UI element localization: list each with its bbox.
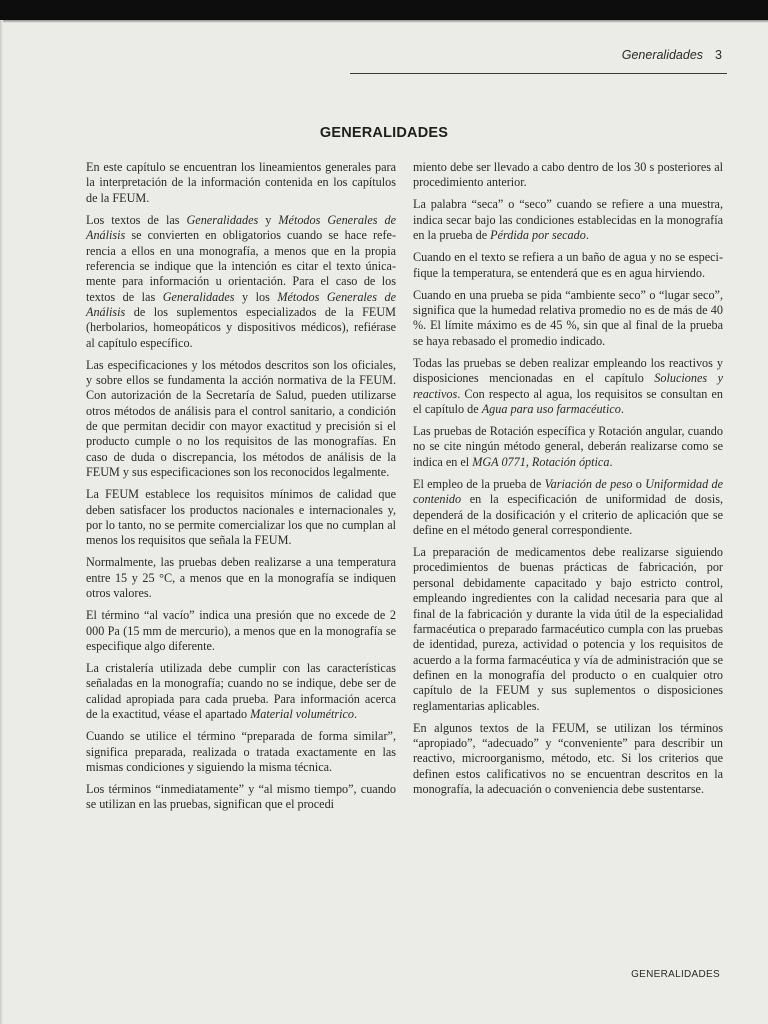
italic-reference: Variación de peso xyxy=(544,476,633,491)
text-run: Los textos de las xyxy=(86,212,187,227)
text-run: Las especificaciones y los métodos descritos son los oficiales, y sobre ellos se fundamenta la acción normativa de la FEUM. Con autorización de la Secretaría de Salud, pueden utilizarse otros métodos de análisis para el control sanitario, a condición de que permitan decidir con mayor exactitud y precisión si el producto cumple o no los requisitos de las monografías. En caso de duda o discrepancia, los métodos de análisis de la FEUM y sus especificaciones son los reconocidos legalmente. xyxy=(86,357,396,480)
scan-left-edge xyxy=(0,20,3,1024)
text-run: La cristalería utilizada debe cumplir con las características señaladas en la monografía; cuando no se indique, debe ser de calidad apropiada para cada prueba. Para información acerca de la exactitud, véase el apartado xyxy=(86,661,396,722)
right-text-column xyxy=(413,160,723,804)
text-run: o xyxy=(632,476,646,491)
page-title: GENERALIDADES xyxy=(319,125,449,141)
text-run: Cuando se utilice el término “preparada de forma similar”, significa preparada, realizada o tratada exactamente en las mismas condiciones y siguiendo la misma técnica. xyxy=(86,729,396,774)
italic-reference: Generalidades xyxy=(186,212,259,227)
paragraph xyxy=(413,288,723,349)
text-run: Las pruebas de Rotación específica y Rotación angular, cuando no se cite ningún método general, deberán realizarse como se indica en el xyxy=(413,424,723,469)
text-run: de los suplementos especializados de la FEUM (herbolarios, homeopáticos y dispositivos médicos), refiérase al capítulo específico. xyxy=(86,304,396,350)
page-number: 3 xyxy=(715,48,722,62)
text-run: y xyxy=(258,212,279,227)
italic-reference: Agua para uso farmacéutico xyxy=(481,402,621,416)
italic-reference: Métodos Generales de Análisis xyxy=(86,289,396,319)
text-run: Cuando en una prueba se pida “ambiente seco” o “lugar seco”, significa que la humedad relativa promedio no es de más de 40 %. El límite máximo es de 45 %, sin que al final de la prueba se haya rebasado el promedio indicado. xyxy=(413,287,723,348)
paragraph xyxy=(413,477,723,538)
text-run: En algunos textos de la FEUM, se utilizan los términos “apropiado”, “adecuado” y “conveniente” para describir un reactivo, microorganismo, método, etc. Si los criterios que definen estos calificativos no se encuentran descritos en la monografía, la adecuación o conveniencia debe sustentarse. xyxy=(413,720,723,797)
paragraph xyxy=(86,729,396,775)
italic-reference: Soluciones y reactivos xyxy=(413,371,723,401)
paragraph xyxy=(413,250,723,281)
paragraph xyxy=(86,487,396,548)
footer-section-label: GENERALIDADES xyxy=(631,969,720,980)
paragraph xyxy=(413,197,723,243)
text-run: La palabra “seca” o “seco” cuando se refiere a una muestra, indica secar bajo las condiciones establecidas en la monografía en la prueba de xyxy=(413,197,723,243)
text-run: se convierten en obligatorios cuando se hace referencia a ellos en una monografía, a menos que en la propia referencia se indique que la intención es citar el texto únicamente para información u orientación. Para el caso de los textos de las xyxy=(86,228,396,304)
text-run: Normalmente, las pruebas deben realizarse a una temperatura entre 15 y 25 °C, a menos que en la monografía se indiquen otros valores. xyxy=(86,555,396,601)
paragraph xyxy=(86,358,396,481)
text-run: En este capítulo se encuentran los lineamientos generales para la interpretación de la información contenida en los capítulos de la FEUM. xyxy=(86,160,396,205)
italic-reference: Métodos Generales de Análisis xyxy=(86,212,396,243)
italic-reference: Pérdida por secado xyxy=(490,228,586,243)
paragraph xyxy=(413,424,723,470)
paragraph xyxy=(413,721,723,798)
paragraph xyxy=(413,160,723,191)
text-run: Cuando en el texto se refiera a un baño de agua y no se especifique la temperatura, se entenderá que es en agua hirviendo. xyxy=(413,250,723,280)
italic-reference: Material volumétrico xyxy=(250,707,355,722)
text-run: El empleo de la prueba de xyxy=(413,476,545,491)
paragraph xyxy=(86,555,396,601)
header-section-name: Generalidades xyxy=(621,48,704,62)
paragraph xyxy=(86,213,396,351)
scan-top-border xyxy=(0,0,768,20)
italic-reference: Generalidades xyxy=(162,289,235,304)
paragraph xyxy=(86,608,396,654)
paragraph xyxy=(86,160,396,206)
left-text-column xyxy=(86,160,396,820)
text-run: y los xyxy=(234,289,278,304)
text-run: . xyxy=(620,402,624,416)
text-run: Los términos “inmediatamente” y “al mismo tiempo”, cuando se utilizan en las pruebas, significan que el procedi xyxy=(86,782,396,812)
text-run: La FEUM establece los requisitos mínimos de calidad que deben satisfacer los productos nacionales e internacionales y, por lo tanto, no se permite comercializar los que no cumplan al menos los requisitos que señala la FEUM. xyxy=(86,487,396,548)
paragraph xyxy=(413,545,723,714)
text-run: . Con respecto al agua, los requisitos se consultan en el capítulo de xyxy=(413,386,723,416)
scan-border-shadow xyxy=(0,20,768,23)
text-run: . xyxy=(609,454,613,469)
italic-reference: Uniformidad de contenido xyxy=(413,476,723,507)
text-run: . xyxy=(585,228,589,243)
header-rule xyxy=(350,73,727,74)
running-header xyxy=(622,48,722,62)
text-run: Todas las pruebas se deben realizar empleando los reactivos y disposiciones mencionadas en el capítulo xyxy=(413,355,723,386)
text-run: . xyxy=(354,707,358,722)
text-run: miento debe ser llevado a cabo dentro de los 30 s posteriores al procedimiento anterior. xyxy=(413,160,723,190)
paragraph xyxy=(413,356,723,417)
paragraph xyxy=(86,661,396,722)
text-run: El término “al vacío” indica una presión que no excede de 2 000 Pa (15 mm de mercurio), a menos que en la monografía se especifique algo diferente. xyxy=(86,608,396,653)
text-run: La preparación de medicamentos debe realizarse siguiendo procedimientos de buenas prácticas de fabricación, por personal debidamente capacitado y bajo estricto control, empleando ingredientes con la calidad necesaria para que al final de la fabricación y durante la vida útil de la especialidad farmacéutica o preparado farmacéutico cumpla con las pruebas de identidad, pureza, actividad o potencia y los requisitos de acuerdo a la forma farmacéutica y vía de administración que se definen en la monografía del producto o en cualquier otro capítulo de la FEUM y sus suplementos o disposiciones reglamentarias aplicables. xyxy=(413,545,723,713)
paragraph xyxy=(86,782,396,813)
italic-reference: MGA 0771, Rotación óptica xyxy=(472,454,610,469)
text-run: en la especificación de uniformidad de dosis, dependerá de la dosificación y el criterio de aplicación que se define en el método general correspondiente. xyxy=(413,492,723,537)
